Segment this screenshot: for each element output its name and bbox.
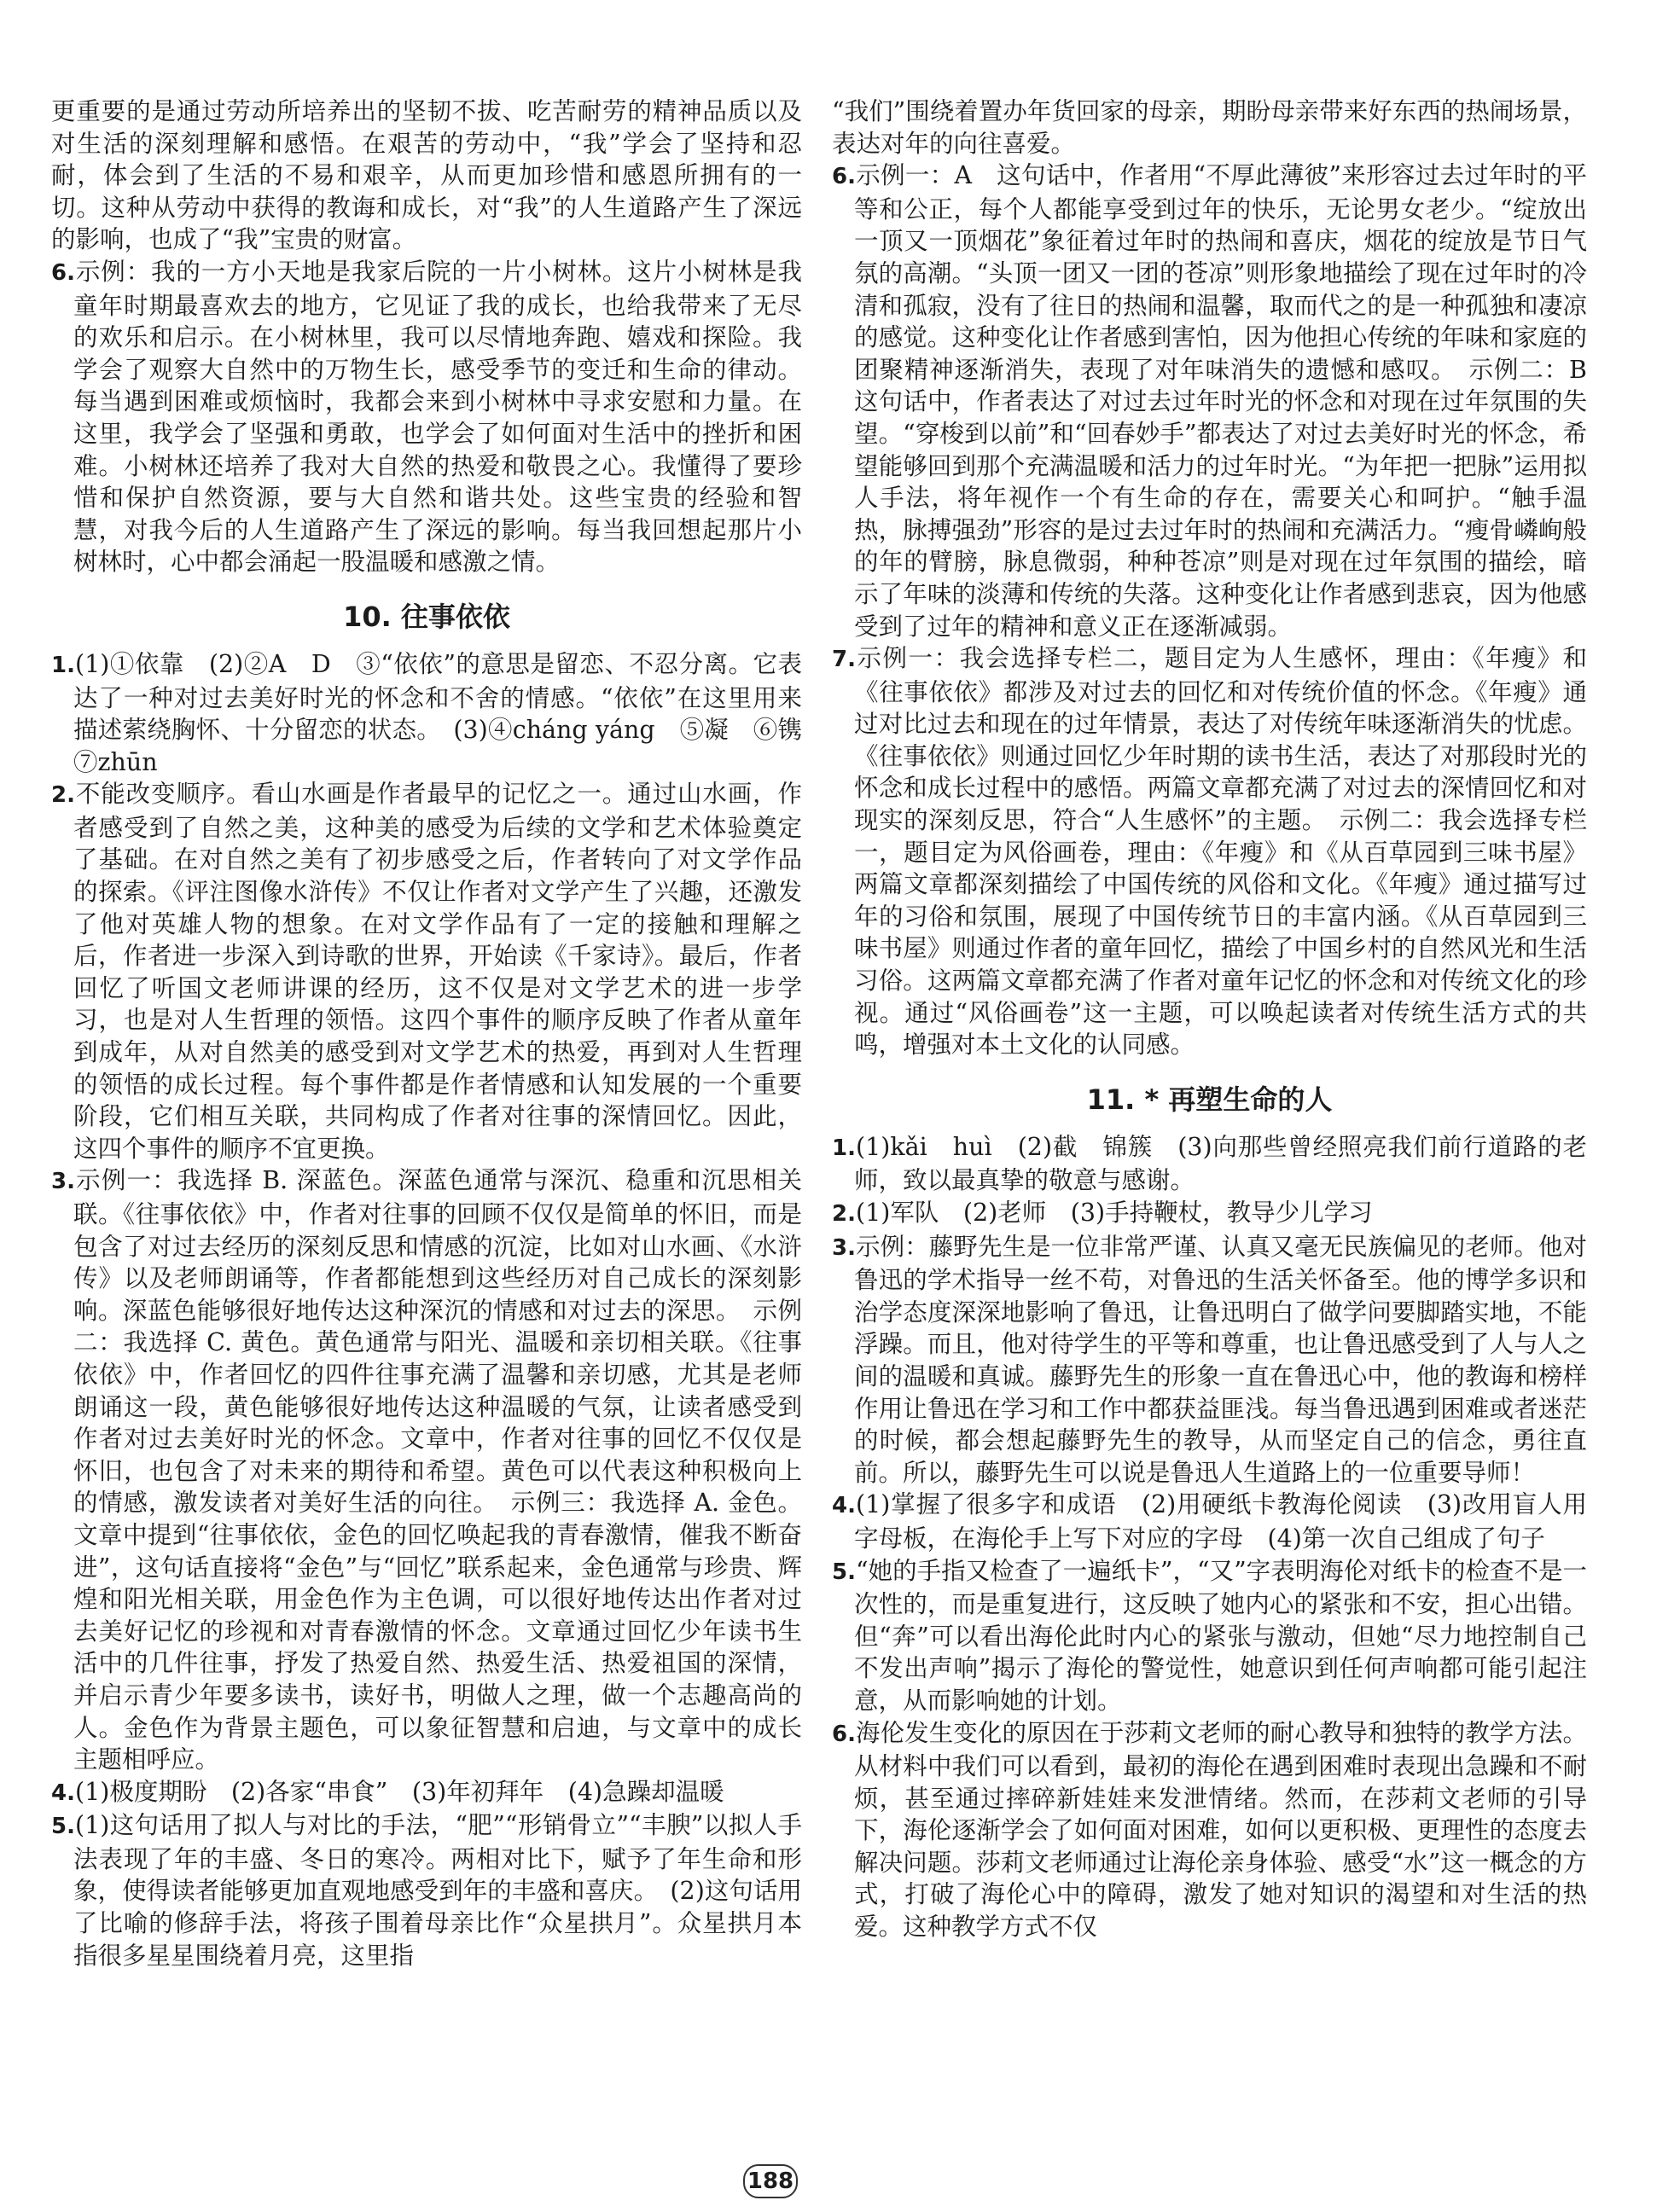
answer-text: 示例一：我会选择专栏二，题目定为人生感怀，理由：《年瘦》和《往事依依》都涉及对过去的回忆和对传统价值的怀念。《年瘦》通过对比过去和现在的过年情景，表达了对传统年味逐渐消失的忧虑。《往事依依》则通过回忆少年时期的读书生活，表达了对那段时光的怀念和成长过程中的感悟。两篇文章都充满了对过去的深情回忆和对现实的深刻反思，符合“人生感怀”的主题。 示例二：我会选择专栏一，题目定为风俗画卷，理由：《年瘦》和《从百草园到三味书屋》两篇文章都深刻描绘了中国传统的风俗和文化。《年瘦》通过描写过年的习俗和氛围，展现了中国传统节日的丰富内涵。《从百草园到三味书屋》则通过作者的童年回忆，描绘了中国乡村的自然风光和生活习俗。这两篇文章都充满了作者对童年记忆的怀念和对传统文化的珍视。通过“风俗画卷”这一主题，可以唤起读者对传统生活方式的共鸣，增强对本土文化的认同感。 xyxy=(854,644,1587,1060)
answer-text: (1)这句话用了拟人与对比的手法，“肥”“形销骨立”“丰腴”以拟人手法表现了年的丰盛、冬日的寒冷。两相对比下，赋予了年生命和形象，使得读者能够更加直观地感受到年的丰盛和喜庆。 (2)这句话用了比喻的修辞手法，将孩子围着母亲比作“众星拱月”。众星拱月本指很多星星围绕着月亮，这里指 xyxy=(73,1811,802,1970)
answer-number: 5. xyxy=(832,1559,856,1585)
answer-number: 4. xyxy=(832,1493,856,1519)
section-heading-11: 11. * 再塑生命的人 xyxy=(1086,1083,1333,1116)
answer-2 xyxy=(832,1197,1587,1231)
answer-text: 示例：我的一方小天地是我家后院的一片小树林。这片小树林是我童年时期最喜欢去的地方，它见证了我的成长，也给我带来了无尽的欢乐和启示。在小树林里，我可以尽情地奔跑、嬉戏和探险。我学会了观察大自然中的万物生长，感受季节的变迁和生命的律动。每当遇到困难或烦恼时，我都会来到小树林中寻求安慰和力量。在这里，我学会了坚强和勇敢，也学会了如何面对生活中的挫折和困难。小树林还培养了我对大自然的热爱和敬畏之心。我懂得了要珍惜和保护自然资源，要与大自然和谐共处。这些宝贵的经验和智慧，对我今后的人生道路产生了深远的影响。每当我回想起那片小树林时，心中都会涌起一股温暖和感激之情。 xyxy=(73,257,802,577)
paragraph-continued: “我们”围绕着置办年货回家的母亲，期盼母亲带来好东西的热闹场景，表达对年的向往喜爱。 xyxy=(832,97,1587,158)
right-column xyxy=(832,96,1612,1943)
answer-number: 4. xyxy=(51,1779,75,1806)
answer-text: 不能改变顺序。看山水画是作者最早的记忆之一。通过山水画，作者感受到了自然之美，这种美的感受为后续的文学和艺术体验奠定了基础。在对自然之美有了初步感受之后，作者转向了对文学作品的探索。《评注图像水浒传》不仅让作者对文学产生了兴趣，还激发了他对英雄人物的想象。在对文学作品有了一定的接触和理解之后，作者进一步深入到诗歌的世界，开始读《千家诗》。最后，作者回忆了听国文老师讲课的经历，这不仅是对文学艺术的进一步学习，也是对人生哲理的领悟。这四个事件的顺序反映了作者从童年到成年，从对自然美的感受到对文学艺术的热爱，再到对人生哲理的领悟的成长过程。每个事件都是作者情感和认知发展的一个重要阶段，它们相互关联，共同构成了作者对往事的深情回忆。因此，这四个事件的顺序不宜更换。 xyxy=(73,780,802,1163)
answer-number: 1. xyxy=(832,1135,856,1161)
answer-1 xyxy=(832,1131,1587,1197)
answer-3 xyxy=(51,1164,802,1775)
answer-6 xyxy=(51,256,802,578)
answer-1 xyxy=(51,648,827,778)
answer-text: (1)kǎi huì (2)截 锦簇 (3)向那些曾经照亮我们前行道路的老师，致以最真挚的敬意与感谢。 xyxy=(854,1132,1587,1195)
answer-text: (1)①依靠 (2)②A D ③“依依”的意思是留恋、不忍分离。它表达了一种对过去美好时光的怀念和不舍的情感。“依依”在这里用来描述萦绕胸怀、十分留恋的状态。 (3)④cháng yáng ⑤凝 ⑥镌 ⑦zhūn xyxy=(73,649,827,776)
page-number: 188 xyxy=(743,2164,798,2198)
answer-text: “她的手指又检查了一遍纸卡”，“又”字表明海伦对纸卡的检查不是一次性的，而是重复进行，这反映了她内心的紧张和不安，担心出错。但“奔”可以看出海伦此时内心的紧张与激动，但她“尽力地控制自己不发出声响”揭示了海伦的警觉性，她意识到任何声响都可能引起注意，从而影响她的计划。 xyxy=(854,1556,1587,1715)
answer-text: (1)掌握了很多字和成语 (2)用硬纸卡教海伦阅读 (3)改用盲人用字母板，在海伦手上写下对应的字母 (4)第一次自己组成了句子 xyxy=(854,1490,1587,1553)
answer-7 xyxy=(832,642,1587,1061)
answer-text: 海伦发生变化的原因在于莎莉文老师的耐心教导和独特的教学方法。从材料中我们可以看到，最初的海伦在遇到困难时表现出急躁和不耐烦，甚至通过摔碎新娃娃来发泄情绪。然而，在莎莉文老师的引导下，海伦逐渐学会了如何面对困难，如何以更积极、更理性的态度去解决问题。莎莉文老师通过让海伦亲身体验、感受“水”这一概念的方式，打破了海伦心中的障碍，激发了她对知识的渴望和对生活的热爱。这种教学方式不仅 xyxy=(854,1718,1587,1942)
answer-number: 7. xyxy=(832,647,856,673)
answer-number: 2. xyxy=(51,782,75,809)
answer-2 xyxy=(51,778,802,1164)
answer-4 xyxy=(51,1776,802,1810)
answer-text: (1)军队 (2)老师 (3)手持鞭杖，教导少儿学习 xyxy=(855,1199,1373,1227)
answer-number: 2. xyxy=(832,1201,856,1227)
answer-3 xyxy=(832,1231,1587,1489)
answer-6 xyxy=(832,1717,1587,1943)
section-heading-10: 10. 往事依依 xyxy=(343,600,510,633)
answer-number: 6. xyxy=(832,1721,856,1747)
answer-4 xyxy=(832,1489,1587,1554)
answer-number: 6. xyxy=(832,164,856,190)
answer-6 xyxy=(832,160,1612,642)
paragraph-intro: 更重要的是通过劳动所培养出的坚韧不拔、吃苦耐劳的精神品质以及对生活的深刻理解和感悟。在艰苦的劳动中，“我”学会了坚持和忍耐，体会到了生活的不易和艰辛，从而更加珍惜和感恩所拥有的一切。这种从劳动中获得的教诲和成长，对“我”的人生道路产生了深远的影响，也成了“我”宝贵的财富。 xyxy=(51,97,802,254)
answer-text: (1)极度期盼 (2)各家“串食” (3)年初拜年 (4)急躁却温暖 xyxy=(74,1777,724,1806)
answer-number: 3. xyxy=(51,1169,75,1195)
answer-text: 示例一：我选择 B. 深蓝色。深蓝色通常与深沉、稳重和沉思相关联。《往事依依》中，作者对往事的回顾不仅仅是简单的怀旧，而是包含了对过去经历的深刻反思和情感的沉淀，比如对山水画、《水浒传》以及老师朗诵等，作者都能想到这些经历对自己成长的深刻影响。深蓝色能够很好地传达这种深沉的情感和对过去的深思。 示例二：我选择 C. 黄色。黄色通常与阳光、温暖和亲切相关联。《往事依依》中，作者回忆的四件往事充满了温馨和亲切感，尤其是老师朗诵这一段，黄色能够很好地传达这种温暖的气氛，让读者感受到作者对过去美好时光的怀念。文章中，作者对往事的回忆不仅仅是怀旧，也包含了对未来的期待和希望。黄色可以代表这种积极向上的情感，激发读者对美好生活的向往。 示例三：我选择 A. 金色。文章中提到“往事依依，金色的回忆唤起我的青春激情，催我不断奋进”，这句话直接将“金色”与“回忆”联系起来，金色通常与珍贵、辉煌和阳光相关联，用金色作为主色调，可以很好地传达出作者对过去美好记忆的珍视和对青春激情的怀念。文章通过回忆少年读书生活中的几件往事，抒发了热爱自然、热爱生活、热爱祖国的深情，并启示青少年要多读书，读好书，明做人之理，做一个志趣高尚的人。金色作为背景主题色，可以象征智慧和启迪，与文章中的成长主题相呼应。 xyxy=(73,1166,802,1774)
answer-number: 6. xyxy=(51,259,75,286)
answer-number: 1. xyxy=(51,652,75,678)
answer-number: 3. xyxy=(832,1234,856,1261)
answer-text: 示例：藤野先生是一位非常严谨、认真又毫无民族偏见的老师。他对鲁迅的学术指导一丝不苟，对鲁迅的生活关怀备至。他的博学多识和治学态度深深地影响了鲁迅，让鲁迅明白了做学问要脚踏实地，不能浮躁。而且，他对待学生的平等和尊重，也让鲁迅感受到了人与人之间的温暖和真诚。藤野先生的形象一直在鲁迅心中，他的教诲和榜样作用让鲁迅在学习和工作中都获益匪浅。每当鲁迅遇到困难或者迷茫的时候，都会想起藤野先生的教导，从而坚定自己的信念，勇往直前。所以，藤野先生可以说是鲁迅人生道路上的一位重要导师！ xyxy=(854,1232,1587,1487)
answer-text: 示例一：A 这句话中，作者用“不厚此薄彼”来形容过去过年时的平等和公正，每个人都能享受到过年的快乐，无论男女老少。“绽放出一顶又一顶烟花”象征着过年时的热闹和喜庆，烟花的绽放是节日气氛的高潮。“头顶一团又一团的苍凉”则形象地描绘了现在过年时的冷清和孤寂，没有了往日的热闹和温馨，取而代之的是一种孤独和凄凉的感觉。这种变化让作者感到害怕，因为他担心传统的年味和家庭的团聚精神逐渐消失，表现了对年味消失的遗憾和感叹。 示例二：B 这句话中，作者表达了对过去过年时光的怀念和对现在过年氛围的失望。“穿梭到以前”和“回春妙手”都表达了对过去美好时光的怀念，希望能够回到那个充满温暖和活力的过年时光。“为年把一把脉”运用拟人手法，将年视作一个有生命的存在，需要关心和呵护。“触手温热，脉搏强劲”形容的是过去过年时的热闹和充满活力。“瘦骨嶙峋般的年的臂膀，脉息微弱，种种苍凉”则是对现在过年氛围的描绘，暗示了年味的淡薄和传统的失落。这种变化让作者感到悲哀，因为他感受到了过年的精神和意义正在逐渐减弱。 xyxy=(854,161,1612,641)
answer-number: 5. xyxy=(51,1814,75,1840)
answer-5 xyxy=(51,1809,802,1971)
left-column xyxy=(51,96,827,1971)
answer-5 xyxy=(832,1555,1587,1717)
